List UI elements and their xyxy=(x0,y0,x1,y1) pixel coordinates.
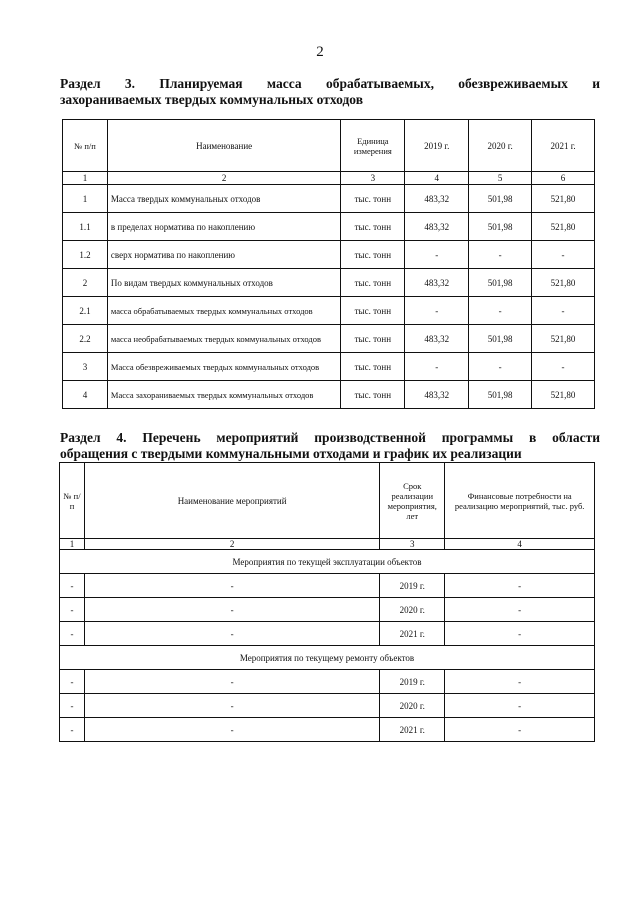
table-row xyxy=(63,185,595,213)
row-num: 1.1 xyxy=(63,213,108,241)
row-name: масса обрабатываемых твердых коммунальных отходов xyxy=(107,297,340,325)
row-term: 2021 г. xyxy=(380,622,445,646)
row-unit: тыс. тонн xyxy=(341,325,405,353)
row-name: в пределах норматива по накоплению xyxy=(107,213,340,241)
row-num: - xyxy=(60,574,85,598)
row-2020: 501,98 xyxy=(469,185,532,213)
row-num: - xyxy=(60,694,85,718)
row-unit: тыс. тонн xyxy=(341,185,405,213)
table-row xyxy=(63,297,595,325)
row-num: - xyxy=(60,598,85,622)
col-number: 3 xyxy=(380,539,445,550)
row-finance: - xyxy=(445,574,595,598)
row-finance: - xyxy=(445,598,595,622)
row-name: Масса захораниваемых твердых коммунальных отходов xyxy=(107,381,340,409)
row-2021: 521,80 xyxy=(532,213,595,241)
row-term: 2020 г. xyxy=(380,694,445,718)
section4-title-line2: обращения с твердыми коммунальными отходами и график их реализации xyxy=(60,446,522,461)
header-cell-2019: 2019 г. xyxy=(405,120,469,172)
table-row xyxy=(63,241,595,269)
row-name: сверх норматива по накоплению xyxy=(107,241,340,269)
col-number: 5 xyxy=(469,172,532,185)
row-term: 2021 г. xyxy=(380,718,445,742)
section4-title-line1: Раздел 4. Перечень мероприятий производственной программы в области xyxy=(60,430,600,445)
row-num: 3 xyxy=(63,353,108,381)
header-cell-2021: 2021 г. xyxy=(532,120,595,172)
table-row xyxy=(60,598,595,622)
header-cell-finance: Финансовые потребности на реализацию мероприятий, тыс. руб. xyxy=(445,463,595,539)
col-number: 2 xyxy=(84,539,379,550)
header-cell-term: Срок реализации мероприятия, лет xyxy=(380,463,445,539)
row-name: Масса твердых коммунальных отходов xyxy=(107,185,340,213)
header-cell-num: № п/п xyxy=(63,120,108,172)
row-2020: 501,98 xyxy=(469,325,532,353)
table-row xyxy=(63,353,595,381)
section4-heading xyxy=(60,430,600,462)
section4-table xyxy=(59,462,595,742)
row-finance: - xyxy=(445,622,595,646)
row-num: 2 xyxy=(63,269,108,297)
row-term: 2019 г. xyxy=(380,670,445,694)
row-2019: 483,32 xyxy=(405,381,469,409)
row-term: 2019 г. xyxy=(380,574,445,598)
table-row xyxy=(63,213,595,241)
group-title-row xyxy=(60,646,595,670)
row-2021: 521,80 xyxy=(532,381,595,409)
row-2019: - xyxy=(405,353,469,381)
row-2019: 483,32 xyxy=(405,269,469,297)
row-name: - xyxy=(84,574,379,598)
row-name: - xyxy=(84,718,379,742)
row-unit: тыс. тонн xyxy=(341,353,405,381)
row-unit: тыс. тонн xyxy=(341,269,405,297)
header-cell-2020: 2020 г. xyxy=(469,120,532,172)
row-finance: - xyxy=(445,718,595,742)
row-num: - xyxy=(60,718,85,742)
row-2019: 483,32 xyxy=(405,213,469,241)
row-num: - xyxy=(60,670,85,694)
row-finance: - xyxy=(445,694,595,718)
table-row xyxy=(60,718,595,742)
col-number: 3 xyxy=(341,172,405,185)
page-number: 2 xyxy=(316,44,324,60)
row-2020: - xyxy=(469,241,532,269)
row-name: Масса обезвреживаемых твердых коммунальных отходов xyxy=(107,353,340,381)
table-row xyxy=(63,381,595,409)
section3-heading xyxy=(60,76,600,108)
row-2021: 521,80 xyxy=(532,325,595,353)
group-title: Мероприятия по текущему ремонту объектов xyxy=(60,646,595,670)
table-row xyxy=(60,694,595,718)
table-row xyxy=(63,325,595,353)
row-2020: 501,98 xyxy=(469,269,532,297)
row-finance: - xyxy=(445,670,595,694)
col-number: 4 xyxy=(445,539,595,550)
table-row xyxy=(60,670,595,694)
table-header-row xyxy=(60,463,595,539)
section3-table xyxy=(62,119,595,409)
row-name: - xyxy=(84,622,379,646)
column-number-row xyxy=(60,539,595,550)
row-unit: тыс. тонн xyxy=(341,241,405,269)
row-unit: тыс. тонн xyxy=(341,213,405,241)
col-number: 4 xyxy=(405,172,469,185)
row-2019: - xyxy=(405,241,469,269)
row-name: По видам твердых коммунальных отходов xyxy=(107,269,340,297)
row-2020: - xyxy=(469,353,532,381)
row-2021: - xyxy=(532,353,595,381)
row-2020: 501,98 xyxy=(469,381,532,409)
section3-title-line2: захораниваемых твердых коммунальных отходов xyxy=(60,92,363,107)
col-number: 6 xyxy=(532,172,595,185)
row-num: - xyxy=(60,622,85,646)
col-number: 1 xyxy=(63,172,108,185)
table-header-row xyxy=(63,120,595,172)
row-name: - xyxy=(84,670,379,694)
row-name: масса необрабатываемых твердых коммунальных отходов xyxy=(107,325,340,353)
row-2021: 521,80 xyxy=(532,269,595,297)
header-cell-name: Наименование xyxy=(107,120,340,172)
row-name: - xyxy=(84,598,379,622)
col-number: 2 xyxy=(107,172,340,185)
table-row xyxy=(63,269,595,297)
group-title: Мероприятия по текущей эксплуатации объектов xyxy=(60,550,595,574)
row-num: 1 xyxy=(63,185,108,213)
header-cell-name: Наименование мероприятий xyxy=(84,463,379,539)
row-num: 1.2 xyxy=(63,241,108,269)
group-title-row xyxy=(60,550,595,574)
row-num: 2.2 xyxy=(63,325,108,353)
table-row xyxy=(60,622,595,646)
row-2021: - xyxy=(532,297,595,325)
row-unit: тыс. тонн xyxy=(341,297,405,325)
header-cell-unit: Единица измерения xyxy=(341,120,405,172)
row-2019: 483,32 xyxy=(405,325,469,353)
column-number-row xyxy=(63,172,595,185)
row-2021: 521,80 xyxy=(532,185,595,213)
header-cell-num: № п/п xyxy=(60,463,85,539)
row-2019: - xyxy=(405,297,469,325)
row-num: 4 xyxy=(63,381,108,409)
row-unit: тыс. тонн xyxy=(341,381,405,409)
row-2019: 483,32 xyxy=(405,185,469,213)
col-number: 1 xyxy=(60,539,85,550)
row-2020: 501,98 xyxy=(469,213,532,241)
section3-title-line1: Раздел 3. Планируемая масса обрабатываемых, обезвреживаемых и xyxy=(60,76,600,91)
table-row xyxy=(60,574,595,598)
row-term: 2020 г. xyxy=(380,598,445,622)
row-name: - xyxy=(84,694,379,718)
row-2021: - xyxy=(532,241,595,269)
row-num: 2.1 xyxy=(63,297,108,325)
row-2020: - xyxy=(469,297,532,325)
